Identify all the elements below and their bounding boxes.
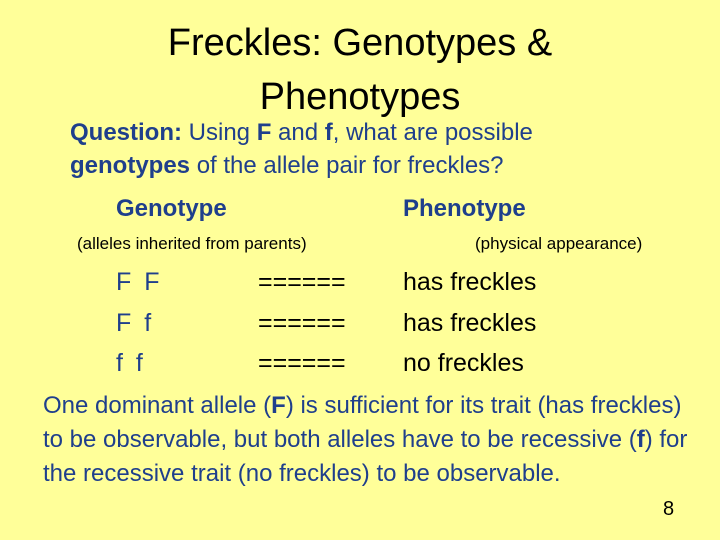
para-dominant-allele: F [271,392,286,419]
question-part-1: Using [182,119,257,146]
slide-title [60,16,660,124]
title-line-2: Phenotypes [259,76,461,118]
phenotype-header: Phenotype [403,195,526,222]
genotype-header: Genotype [116,195,227,222]
row-1-genotype: F F [116,268,163,296]
para-part-3: ) for the recessive trait (no freckles) to be observable. [43,426,688,487]
question-text [70,116,670,182]
row-3-phenotype: no freckles [403,349,524,377]
row-3-genotype: f f [116,349,146,377]
row-1-phenotype: has freckles [403,268,537,296]
allele-dominant: F [256,119,272,146]
para-recessive-allele: f [636,426,645,453]
row-2-separator: ====== [258,309,346,337]
explanation-paragraph [43,389,693,491]
para-part-2: ) is sufficient for its trait (has freckles) to be observable, but both alleles have to be recessive ( [43,392,682,453]
allele-recessive: f [324,119,333,146]
row-2-genotype: F f [116,309,155,337]
question-part-2: and [271,119,325,146]
question-part-3: , what are possible [332,119,533,146]
question-label: Question: [70,119,182,146]
phenotype-subheader: (physical appearance) [475,234,643,253]
question-part-4: of the allele pair for freckles? [190,152,504,179]
row-3-separator: ====== [258,349,346,377]
genotypes-term: genotypes [70,152,191,179]
genotype-subheader: (alleles inherited from parents) [77,234,307,253]
title-line-1: Freckles: Genotypes & [167,22,553,64]
row-1-separator: ====== [258,268,346,296]
page-number: 8 [663,498,675,520]
para-part-1: One dominant allele ( [43,392,272,419]
row-2-phenotype: has freckles [403,309,537,337]
